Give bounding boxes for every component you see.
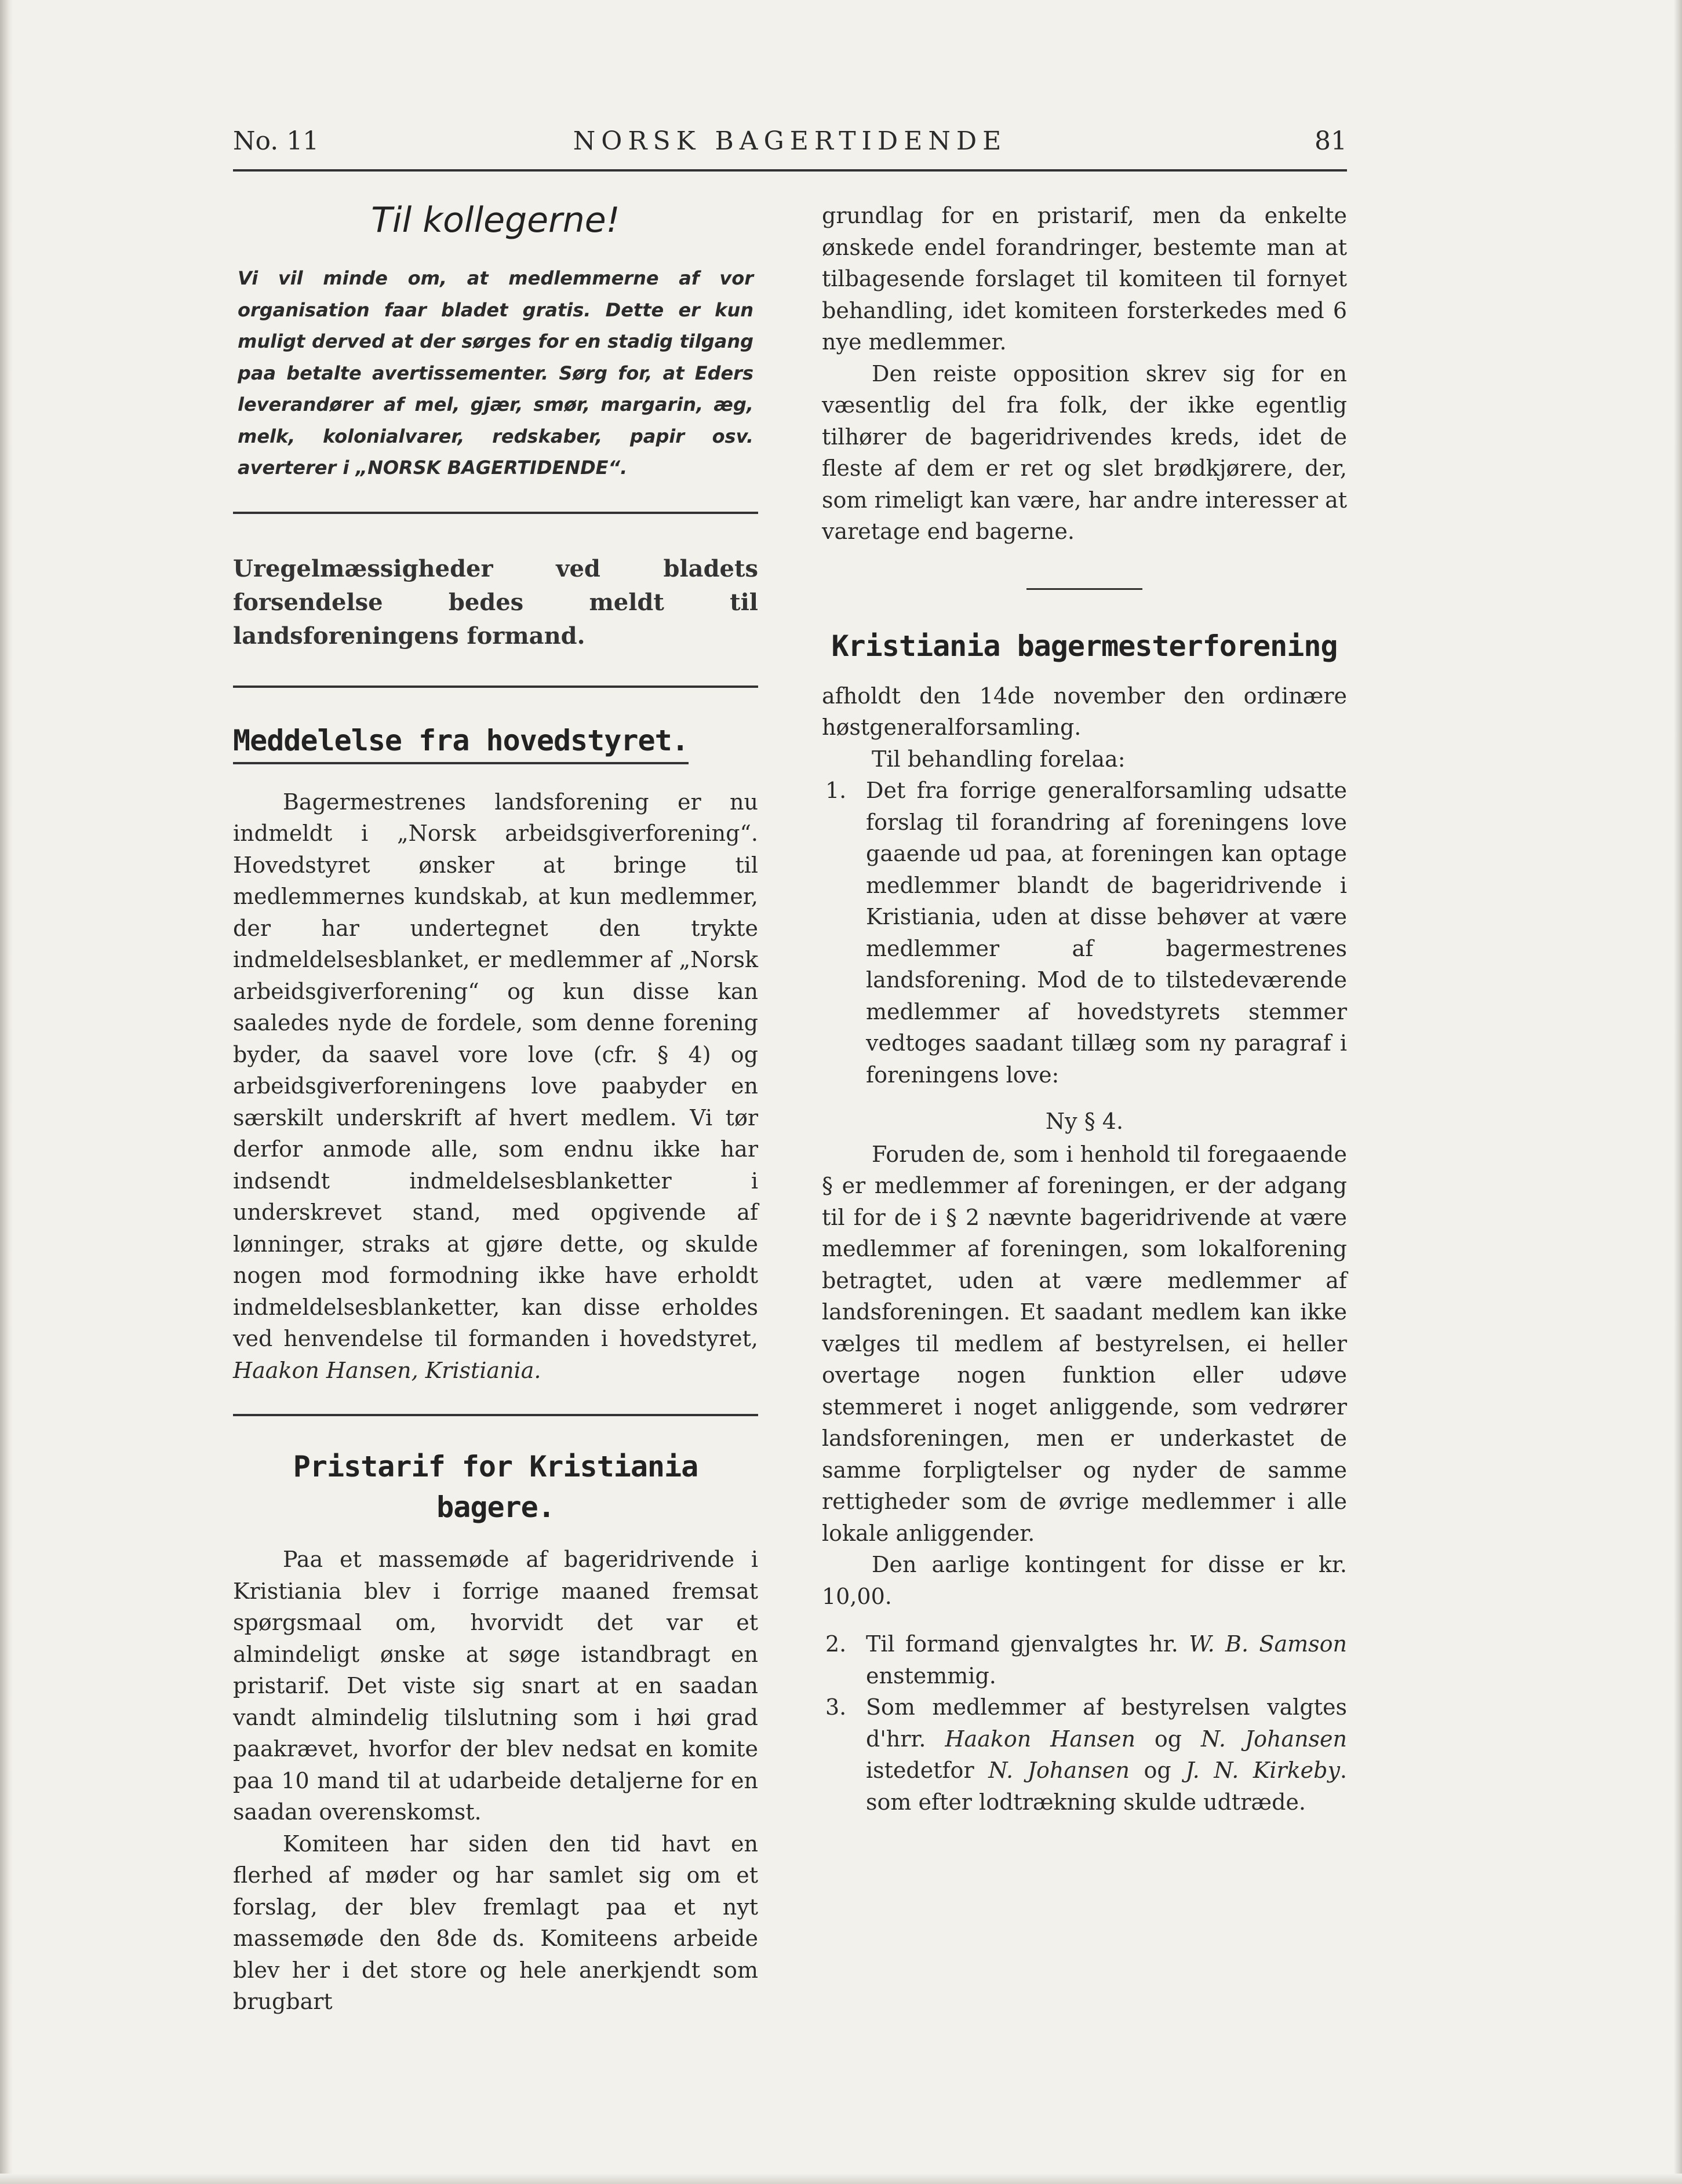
agenda-item-number: 2. — [825, 1631, 847, 1657]
agenda-lead: Til behandling forelaa: — [872, 746, 1126, 772]
association-intro: afholdt den 14de november den ordinære høstgeneralforsamling. — [822, 683, 1347, 740]
scan-edge-bottom — [0, 2174, 1682, 2184]
notice-body: Vi vil minde om, at medlemmerne af vor organisation faar bladet gratis. Dette er kun muligt derved at der sørges for en stadig tilgang paa betalte avertissementer. Sørg for, at Eders leverandører af mel, gjær, smør, margarin, æg, melk, kolonialvarer, redskaber, papir osv. averterer i „NORSK BAGERTIDENDE“. — [238, 267, 753, 479]
scan-edge-right — [1674, 0, 1682, 2184]
scan-edge-left — [0, 0, 13, 2184]
membership-fee: Den aarlige kontingent for disse er kr. 10,00. — [822, 1552, 1347, 1609]
issue-number: No. 11 — [233, 126, 319, 156]
tariff-continuation-1: grundlag for en pristarif, men da enkelte ønskede endel forandringer, bestemte man at tilbagesende forslaget til komiteen til fornyet behandling, idet komiteen forsterkedes med 6 nye medlemmer. — [822, 203, 1347, 355]
association-article — [822, 626, 1347, 1818]
chairman-name: W. B. Samson — [1189, 1631, 1347, 1657]
header-rule — [233, 169, 1347, 172]
replaced-member-name: N. Johansen — [988, 1758, 1130, 1783]
agenda-item-3: 3. Som medlemmer af bestyrelsen valgtes d'hrr. Haakon Hansen og N. Johansen istedetfor N. Johansen og J. N. Kirkeby. som efter lodtrækning skulde udtræde. — [822, 1691, 1347, 1818]
notice-heading: Til kollegerne! — [371, 200, 620, 240]
agenda-item-number: 1. — [825, 778, 847, 803]
board-notice — [233, 720, 758, 1387]
tariff-article — [233, 1446, 758, 2018]
new-paragraph-body: Foruden de, som i henhold til foregaaende § er medlemmer af foreningen, er der adgang til for de i § 2 nævnte bageridrivende at være medlemmer af foreningen, som lokalforening betragtet, uden at være medlemmer af landsforeningen. Et saadant medlem kan ikke vælges til medlem af bestyrelsen, ei heller overtage nogen funktion eller udøve stemmeret i noget anliggende, som vedrører landsforeningen, men er underkastet de samme forpligtelser og nyder de samme rettigheder som de øvrige medlemmer i alle lokale anliggender. — [822, 1141, 1347, 1546]
board-notice-body: Bagermestrenes landsforening er nu indmeldt i „Norsk arbeidsgiverforening“. Hovedstyret ønsker at bringe til medlemmernes kundskab, at kun medlemmer, der har undertegnet den trykte indmeldelsesblanket, er medlemmer af „Norsk arbeidsgiverforening“ og kun disse kan saaledes nyde de fordele, som denne forening byder, da saavel vore love (cfr. § 4) og arbeidsgiverforeningens love paabyder en særskilt underskrift af hvert medlem. Vi tør derfor anmode alle, som endnu ikke har indsendt indmeldelsesblanketter i underskrevet stand, med opgivende af lønninger, straks at gjøre dette, og skulde nogen mod formodning ikke have erholdt indmeldelsesblanketter, kan disse erholdes ved henvendelse til formanden i hovedstyret, Haakon Hansen, Kristiania. — [233, 789, 758, 1383]
page-header — [233, 126, 1347, 167]
page-number: 81 — [1315, 126, 1347, 156]
newspaper-title: NORSK BAGERTIDENDE — [573, 126, 1007, 156]
right-column — [822, 200, 1347, 1818]
board-member-name: N. Johansen — [1201, 1726, 1348, 1752]
agenda-item-2: 2. Til formand gjenvalgtes hr. W. B. Samson enstemmig. — [822, 1628, 1347, 1691]
agenda-item-1 — [822, 775, 1347, 1091]
replaced-member-name: J. N. Kirkeby — [1185, 1758, 1340, 1783]
tariff-paragraph-2: Komiteen har siden den tid havt en flerhed af møder og har samlet sig om et forslag, der blev fremlagt paa et nyt massemøde den 8de ds. Komiteens arbeide blev her i det store og hele anerkjendt som brugbart — [233, 1831, 758, 2014]
association-heading: Kristiania bagermesterforening — [831, 629, 1338, 663]
agenda-item-number: 3. — [825, 1694, 847, 1720]
section-divider — [233, 686, 758, 688]
short-divider — [1026, 588, 1142, 590]
board-notice-signature: Haakon Hansen, Kristiania. — [233, 1357, 541, 1383]
tariff-continuation-2: Den reiste opposition skrev sig for en væsentlig del fra folk, der ikke egentlig tilhører de bageridrivendes kreds, idet de fleste af dem er ret og slet brødkjørere, der, som rimeligt kan være, har andre interesser at varetage end bagerne. — [822, 360, 1347, 544]
irregularities-notice: Uregelmæssigheder ved bladets forsendelse bedes meldt til landsforeningens formand. — [233, 555, 758, 650]
colleagues-notice — [233, 200, 758, 484]
section-divider — [233, 1414, 758, 1416]
tariff-heading: Pristarif for Kristiania bagere. — [293, 1450, 698, 1524]
agenda-item-text: Det fra forrige generalforsamling udsatte forslag til forandring af foreningens love gaaende ud paa, at foreningen kan optage medlemmer blandt de bageridrivende i Kristiania, uden at disse behøver at være medlemmer af bagermestrenes landsforening. Mod de to tilstedeværende medlemmer af hovedstyrets stemmer vedtoges saadant tillæg som ny paragraf i foreningens love: — [866, 778, 1347, 1088]
board-notice-heading: Meddelelse fra hovedstyret. — [233, 720, 689, 764]
tariff-paragraph-1: Paa et massemøde af bageridrivende i Kristiania blev i forrige maaned fremsat spørgsmaal om, hvorvidt det var et almindeligt ønske at søge istandbragt en pristarif. Det viste sig snart at en saadan vandt almindelig tilslutning som i høi grad paakrævet, hvorfor der blev nedsat en komite paa 10 mand til at udarbeide detaljerne for en saadan overenskomst. — [233, 1547, 758, 1825]
section-divider — [233, 512, 758, 514]
board-member-name: Haakon Hansen — [945, 1726, 1135, 1752]
left-column — [233, 200, 758, 2018]
agenda-list — [822, 775, 1347, 1091]
new-paragraph-title: Ny § 4. — [1045, 1109, 1124, 1134]
agenda-list-cont — [822, 1628, 1347, 1818]
